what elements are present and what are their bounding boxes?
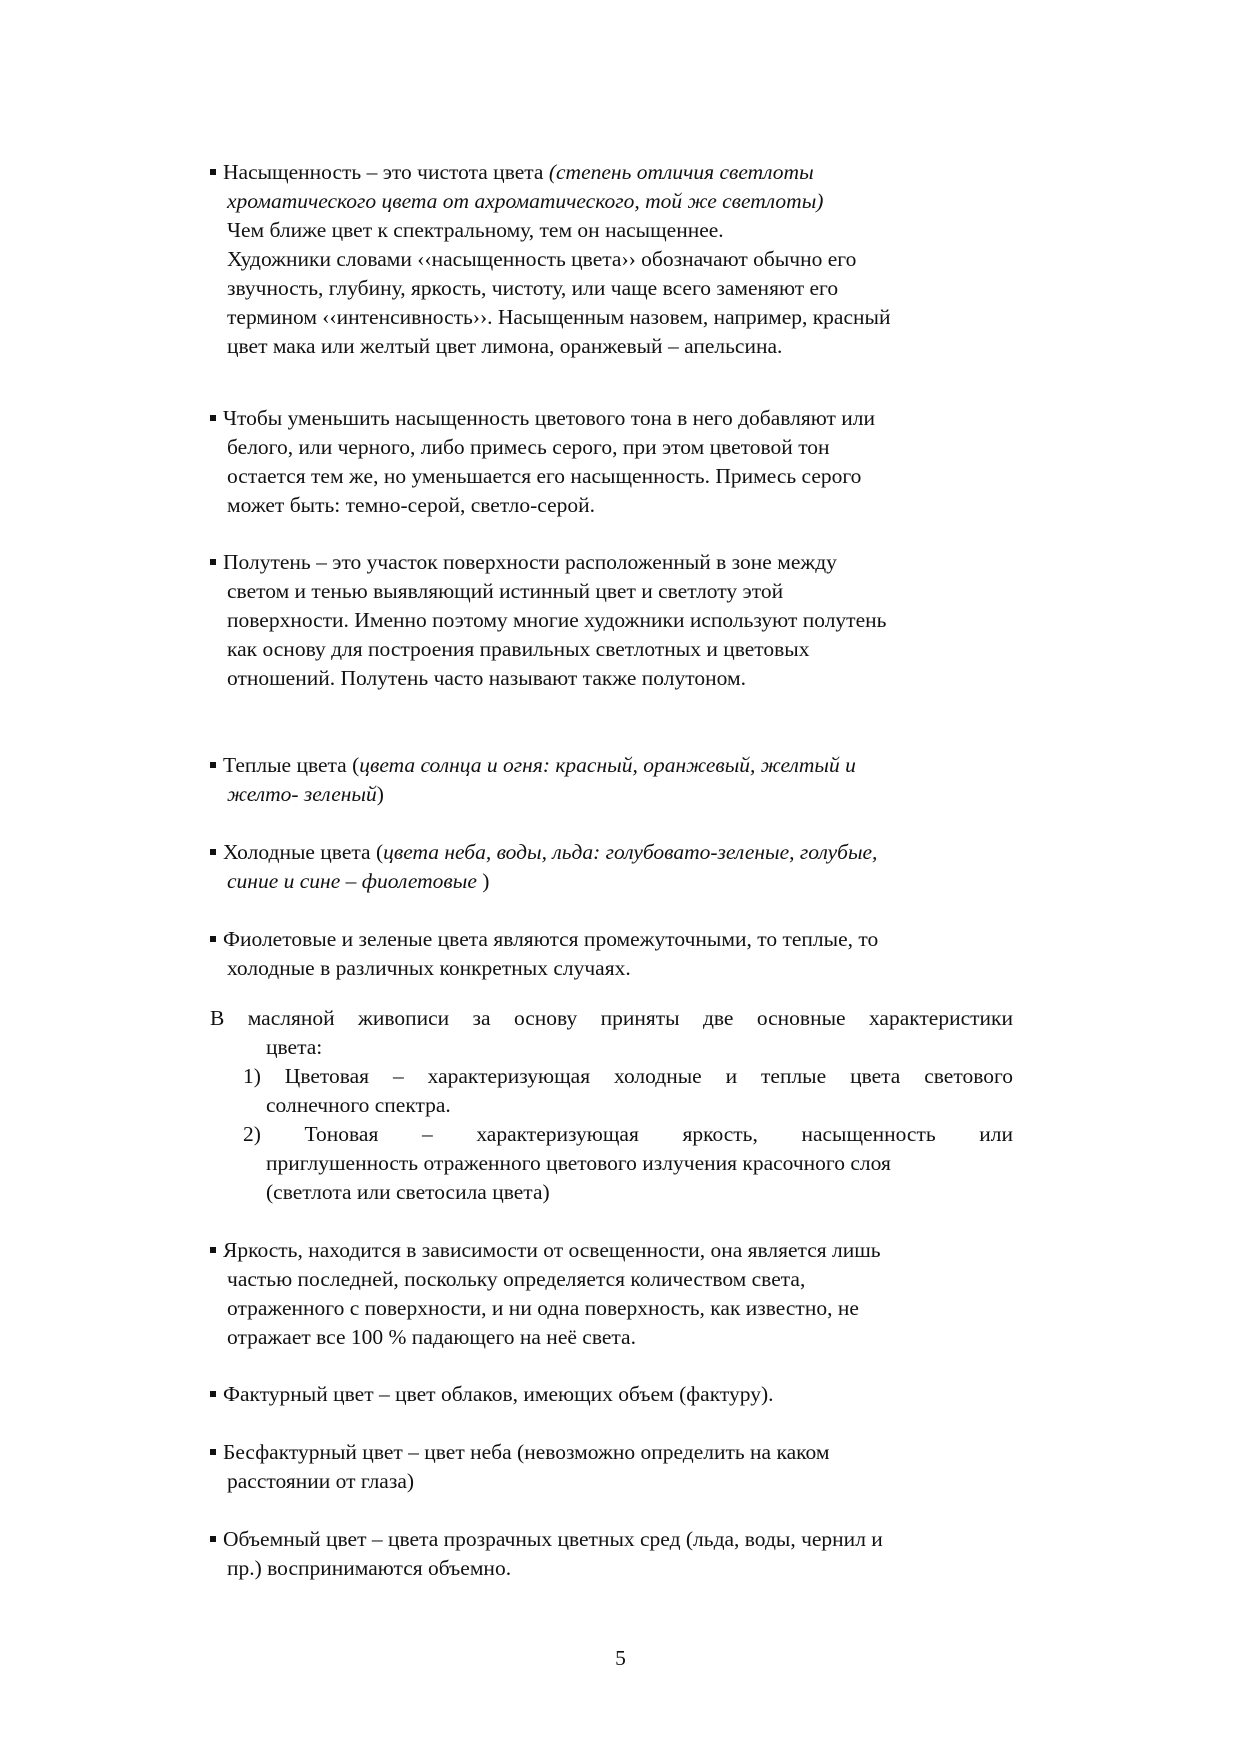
warm-colors-paragraph xyxy=(210,751,1025,809)
volume-line-1: Объемный цвет – цвета прозрачных цветных сред (льда, воды, чернил и xyxy=(210,1525,1025,1554)
bullet-square-icon xyxy=(210,1391,216,1397)
cold-line-2: синие и сине – фиолетовые ) xyxy=(227,869,490,893)
oil-intro-line-2: цвета: xyxy=(266,1035,323,1059)
halfshade-line-2: светом и тенью выявляющий истинный цвет и светлоту этой xyxy=(227,579,784,603)
volume-color-paragraph xyxy=(210,1525,1025,1583)
texture-line-1: Фактурный цвет – цвет облаков, имеющих объем (фактуру). xyxy=(210,1380,1025,1409)
intermediate-colors-paragraph xyxy=(210,925,1025,983)
oil-item-2-line-2: приглушенность отраженного цветового излучения красочного слоя xyxy=(266,1151,891,1175)
halfshade-paragraph xyxy=(210,548,1025,693)
oil-item-1-line-2: солнечного спектра. xyxy=(266,1093,451,1117)
warm-line-1: Теплые цвета (цвета солнца и огня: красный, оранжевый, желтый и xyxy=(210,751,1025,780)
textureless-line-1: Бесфактурный цвет – цвет неба (невозможно определить на каком xyxy=(210,1438,1025,1467)
bullet-square-icon xyxy=(210,415,216,421)
bullet-square-icon xyxy=(210,936,216,942)
saturation-line-1: Насыщенность – это чистота цвета (степень отличия светлоты xyxy=(210,158,1025,187)
brightness-line-3: отраженного с поверхности, и ни одна поверхность, как известно, не xyxy=(227,1296,859,1320)
warm-line-2: желто- зеленый) xyxy=(227,782,384,806)
oil-item-2-line-3: (светлота или светосила цвета) xyxy=(266,1180,550,1204)
oil-intro-line-1: В масляной живописи за основу приняты две основные характеристики xyxy=(210,1006,1013,1030)
saturation-line-7: цвет мака или желтый цвет лимона, оранжевый – апельсина. xyxy=(227,334,783,358)
saturation-paragraph xyxy=(210,158,1025,361)
brightness-line-2: частью последней, поскольку определяется количеством света, xyxy=(227,1267,806,1291)
oil-painting-paragraph xyxy=(210,1004,1013,1207)
bullet-square-icon xyxy=(210,1449,216,1455)
halfshade-line-3: поверхности. Именно поэтому многие художники используют полутень xyxy=(227,608,887,632)
bullet-square-icon xyxy=(210,559,216,565)
volume-line-2: пр.) воспринимаются объемно. xyxy=(227,1556,512,1580)
saturation-line-2: хроматического цвета от ахроматического, той же светлоты) xyxy=(227,189,824,213)
page-number: 5 xyxy=(615,1646,626,1670)
textureless-line-2: расстоянии от глаза) xyxy=(227,1469,415,1493)
oil-item-2-line-1: 2) Тоновая – характеризующая яркость, насыщенность или xyxy=(243,1122,1013,1146)
brightness-line-4: отражает все 100 % падающего на неё света. xyxy=(227,1325,636,1349)
saturation-line-3: Чем ближе цвет к спектральному, тем он насыщеннее. xyxy=(227,218,724,242)
bullet-square-icon xyxy=(210,762,216,768)
halfshade-line-5: отношений. Полутень часто называют также полутоном. xyxy=(227,666,746,690)
textureless-color-paragraph xyxy=(210,1438,1025,1496)
brightness-paragraph xyxy=(210,1236,1025,1352)
bullet-square-icon xyxy=(210,1536,216,1542)
reduce-line-1: Чтобы уменьшить насыщенность цветового тона в него добавляют или xyxy=(210,404,1025,433)
halfshade-line-1: Полутень – это участок поверхности расположенный в зоне между xyxy=(210,548,1025,577)
reduce-line-3: остается тем же, но уменьшается его насыщенность. Примесь серого xyxy=(227,464,862,488)
brightness-line-1: Яркость, находится в зависимости от освещенности, она является лишь xyxy=(210,1236,1025,1265)
intermediate-line-2: холодные в различных конкретных случаях. xyxy=(227,956,631,980)
intermediate-line-1: Фиолетовые и зеленые цвета являются промежуточными, то теплые, то xyxy=(210,925,1025,954)
texture-color-paragraph xyxy=(210,1380,1025,1409)
saturation-line-6: термином ‹‹интенсивность››. Насыщенным назовем, например, красный xyxy=(227,305,891,329)
reduce-saturation-paragraph xyxy=(210,404,1025,520)
cold-colors-paragraph xyxy=(210,838,1025,896)
bullet-square-icon xyxy=(210,1247,216,1253)
bullet-square-icon xyxy=(210,169,216,175)
cold-line-1: Холодные цвета (цвета неба, воды, льда: голубовато-зеленые, голубые, xyxy=(210,838,1025,867)
reduce-line-4: может быть: темно-серой, светло-серой. xyxy=(227,493,596,517)
oil-item-1-line-1: 1) Цветовая – характеризующая холодные и теплые цвета светового xyxy=(243,1064,1013,1088)
saturation-line-4: Художники словами ‹‹насыщенность цвета›› обозначают обычно его xyxy=(227,247,857,271)
saturation-line-5: звучность, глубину, яркость, чистоту, или чаще всего заменяют его xyxy=(227,276,839,300)
bullet-square-icon xyxy=(210,849,216,855)
halfshade-line-4: как основу для построения правильных светлотных и цветовых xyxy=(227,637,810,661)
reduce-line-2: белого, или черного, либо примесь серого, при этом цветовой тон xyxy=(227,435,830,459)
